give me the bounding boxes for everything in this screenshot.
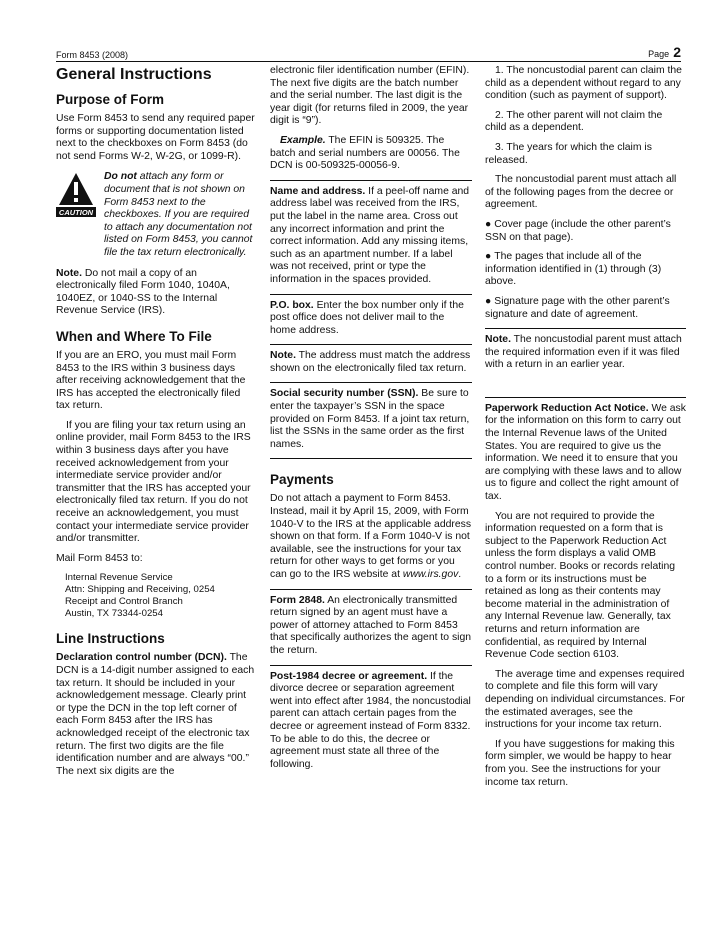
separator (270, 382, 472, 383)
note-label: Note. (270, 350, 296, 362)
bullet-icon: ● (485, 251, 492, 263)
separator (270, 589, 472, 590)
note-label: Note. (56, 267, 82, 279)
separator (485, 328, 686, 329)
bullet-icon: ● (485, 295, 492, 307)
page-number: 2 (673, 44, 681, 60)
column-1 (56, 65, 256, 785)
note-text: The address must match the address shown on the electronically filed tax return. (270, 350, 471, 374)
condition-item-2: 2. The other parent will not claim the child as a dependent. (485, 109, 663, 134)
when-p1: If you are an ERO, you must mail Form 8453 to the IRS within 3 business days after receiving acknowledgement that the IRS has accepted the electronically filed tax return. (56, 349, 246, 412)
dcn-label: Declaration control number (DCN). (56, 652, 227, 664)
note-text: Do not mail a copy of an electronically filed Form 1040, 1040A, 1040EZ, or 1040-SS to the Internal Revenue Service (IRS). (56, 267, 230, 317)
pra-label: Paperwork Reduction Act Notice. (485, 402, 649, 414)
dcn-text: The DCN is a 14-digit number assigned to each tax return. It should be included in your acknowledgement message. Clearly print or type the DCN in the top left corner of each Form 8453 after the IRS has acknowledged receipt of the electronic tax return. The first two digits are the file identification number and are always “00.” The next six digits are the (56, 652, 255, 777)
form2848-text: An electronically transmitted return signed by an agent must have a power of attorney attached to Form 8453 that specifically authorizes the agent to sign the return. (270, 594, 472, 656)
post1984-label: Post-1984 decree or agreement. (270, 670, 428, 682)
separator (270, 665, 472, 666)
address-line: Receipt and Control Branch (65, 596, 183, 608)
page-label: Page (648, 49, 670, 59)
caution-bold: Do not (104, 171, 137, 183)
caution-icon (56, 171, 96, 217)
column-3 (485, 65, 686, 796)
pobox-label: P.O. box. (270, 299, 314, 311)
address-line: Attn: Shipping and Receiving, 0254 (65, 584, 215, 596)
bullet-text: The pages that include all of the information identified in (1) through (3) above. (485, 251, 662, 288)
pobox-paragraph (270, 300, 472, 338)
caution-word: CAUTION (58, 208, 94, 218)
caution-text-wrap (104, 171, 252, 258)
column-2 (270, 65, 472, 778)
post1984-text: If the divorce decree or separation agreement went into effect after 1984, the noncustodial parent can attach certain pages from the decree or agreement instead of Form 8332. To be able to do this, the decree or agreement must state all three of the following. (270, 670, 471, 770)
pra-p4: If you have suggestions for making this form simpler, we would be happy to hear from you. See the instructions for your income tax return. (485, 738, 675, 788)
pra-p3: The average time and expenses required to complete and file this form will vary depending on individual circumstances. For the estimated averages, see the instructions for your income tax return. (485, 668, 685, 731)
condition-item-1: 1. The noncustodial parent can claim the child as a dependent without regard to any condition (such as payment of support). (485, 65, 682, 102)
when-p2: If you are filing your tax return using an online provider, mail Form 8453 to the IRS within 3 business days after you have received acknowledgement from your intermediate service provider and/or transmitter that the IRS has accepted your electronically filed tax return. If you do not receive an acknowledgement, you must contact your intermediate service provider and/or transmitter. (56, 419, 251, 545)
header-rule (56, 61, 681, 62)
ssn-text: Be sure to enter the taxpayer’s SSN in the space provided on Form 8453. If a joint tax return, list the SSNs in the same order as the first names. (270, 388, 470, 450)
form-label: Form 8453 (2008) (56, 50, 129, 60)
separator (270, 344, 472, 345)
note-label: Note. (485, 334, 511, 346)
line-instructions-heading: Line Instructions (56, 631, 165, 647)
caution-text: attach any form or document that is not shown on Form 8453 next to the checkboxes. If you are required to attach any documentation not listed on Form 8453, you cannot file the tax return electronically. (104, 171, 253, 258)
note-text: The noncustodial parent must attach the required information even if it was filed with a return in an earlier year. (485, 334, 682, 371)
ssn-paragraph (270, 388, 472, 451)
example-text: The EFIN is 509325. The batch and serial numbers are 00056. The DCN is 00-509325-00056-9. (270, 134, 460, 172)
irs-website-link[interactable]: www.irs.gov (402, 569, 459, 580)
payments-text-end: . (458, 569, 462, 580)
form2848-paragraph (270, 595, 472, 658)
page-title: General Instructions (56, 66, 212, 83)
purpose-heading: Purpose of Form (56, 92, 165, 107)
purpose-text: Use Form 8453 to send any required paper forms or supporting documentation listed next to the checkboxes on Form 8453 (do not send Forms W-2, W-2G, or 1099-R). (56, 113, 255, 162)
page-header (56, 44, 681, 60)
when-heading: When and Where To File (56, 328, 212, 344)
efin-text: electronic filer identification number (EFIN). The next five digits are the batch number and the serial number. The last digit is the year digit (for returns filed in 2009, the year digit is “9”). (270, 65, 470, 127)
mail-intro: Mail Form 8453 to: (56, 552, 143, 564)
bullet-text: Cover page (include the other parent’s SSN on that page). (485, 218, 671, 243)
example-paragraph (270, 135, 472, 173)
name-label: Name and address. (270, 185, 366, 197)
bullet-item (485, 251, 686, 289)
bullet-text: Signature page with the other parent’s signature and date of agreement. (485, 295, 670, 320)
address-line: Austin, TX 73344-0254 (65, 608, 163, 620)
bullet-item (485, 219, 686, 244)
payments-text: Do not attach a payment to Form 8453. Instead, mail it by April 15, 2009, with Form 1040-V to the IRS at the applicable address shown on that form. If a Form 1040-V is not available, see the instructions for your tax return for other ways to get forms or you can go to the IRS website at (270, 493, 472, 580)
note-paragraph (56, 268, 256, 318)
post1984-paragraph (270, 671, 472, 772)
mailing-address (56, 572, 256, 620)
page-indicator (648, 44, 681, 60)
pra-paragraph (485, 403, 686, 504)
example-label: Example. (280, 134, 326, 146)
separator (270, 458, 472, 459)
pra-p2: You are not required to provide the information requested on a form that is subject to the Paperwork Reduction Act unless the form displays a valid OMB control number. Books or records relating to a form or its instructions must be retained as long as their contents may become material in the administration of any Internal Revenue law. Generally, tax returns and return information are confidential, as required by Internal Revenue Code section 6103. (485, 510, 676, 661)
note-paragraph (270, 350, 472, 375)
pra-text: We ask for the information on this form to carry out the Internal Revenue laws of the United States. You are required to give us the information. We need it to ensure that you are complying with these laws and to allow us to figure and collect the right amount of tax. (485, 402, 686, 503)
separator (270, 294, 472, 295)
caution-block (56, 171, 256, 259)
bullet-item (485, 296, 686, 321)
pobox-text: Enter the box number only if the post office does not deliver mail to the home address. (270, 299, 464, 336)
name-address-paragraph (270, 186, 472, 287)
dcn-paragraph (56, 652, 256, 778)
bullet-icon: ● (485, 218, 492, 230)
note-paragraph (485, 334, 686, 372)
payments-paragraph (270, 493, 472, 581)
separator (485, 397, 686, 398)
attach-text: The noncustodial parent must attach all of the following pages from the decree or agreement. (485, 174, 677, 211)
ssn-label: Social security number (SSN). (270, 388, 419, 400)
separator (270, 180, 472, 181)
condition-item-3: 3. The years for which the claim is released. (485, 141, 652, 166)
payments-heading: Payments (270, 472, 334, 488)
form2848-label: Form 2848. (270, 594, 325, 606)
name-text: If a peel-off name and address label was received from the IRS, put the label in the name area. Cross out any incorrect information and print the correct information. Add any missing items, such as an apartment number. If a label was not received, print or type the information in the spaces provided. (270, 185, 470, 285)
address-line: Internal Revenue Service (65, 572, 173, 584)
